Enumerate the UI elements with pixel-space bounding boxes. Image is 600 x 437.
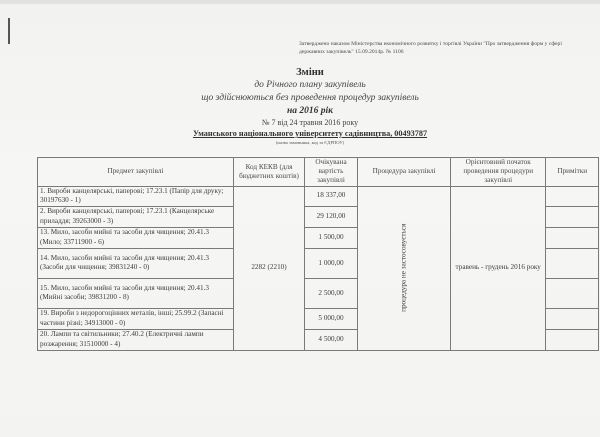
subtitle-line-2: що здійснюються без проведення процедур закупівель [201, 92, 419, 103]
row-item: 19. Вироби з недорогоцінних металів, інші; 25.99.2 (Запасні частини різні; 34913000 - 0) [38, 308, 234, 329]
header-procedure: Процедура закупівлі [358, 158, 451, 187]
approval-note: Затверджено наказом Міністерства економічного розвитку і торгівлі України "Про затвердження форм у сфері державних закупівель" 15.09.2014р. № 1106 [299, 41, 562, 55]
table-row [38, 186, 599, 206]
row-notes [546, 278, 599, 308]
row-cost: 5 000,00 [305, 308, 358, 329]
binding-mark [8, 18, 10, 44]
start-period: травень - грудень 2016 року [451, 186, 546, 350]
table-header-row [38, 158, 599, 187]
row-item: 14. Мило, засоби мийні та засоби для чищення; 20.41.3 (Засоби для чищення; 39831240 - 0) [38, 248, 234, 278]
procedure-cell [358, 186, 451, 350]
header-subject: Предмет закупівлі [38, 158, 234, 187]
row-item: 2. Вироби канцелярські, паперові; 17.23.1 (Канцелярське приладдя; 39263000 - 3) [38, 206, 234, 227]
row-cost: 29 120,00 [305, 206, 358, 227]
row-item: 13. Мило, засоби мийні та засоби для чищення; 20.41.3 (Мило; 33711900 - 6) [38, 227, 234, 248]
procedure-text: процедура не застосовується [399, 224, 408, 313]
year-line: на 2016 рік [287, 105, 333, 116]
row-notes [546, 206, 599, 227]
row-notes [546, 248, 599, 278]
row-cost: 4 500,00 [305, 329, 358, 350]
kekv-code: 2282 (2210) [234, 186, 305, 350]
organization-name: Уманського національного університету садівництва, 00493787 [192, 129, 428, 138]
header-start: Орієнтовний початок проведення процедури закупівлі [451, 158, 546, 187]
row-cost: 1 000,00 [305, 248, 358, 278]
row-notes [546, 186, 599, 206]
header-cost: Очікувана вартість закупівлі [305, 158, 358, 187]
row-cost: 18 337,00 [305, 186, 358, 206]
document-title: Зміни [296, 67, 324, 78]
organization-caption: (назва замовника, код за ЄДРПОУ) [275, 140, 345, 145]
number-date: № 7 від 24 травня 2016 року [261, 118, 359, 127]
scan-top-edge [0, 0, 600, 4]
row-notes [546, 329, 599, 350]
row-item: 20. Лампи та світильники; 27.40.2 (Електричні лампи розжарення; 31510000 - 4) [38, 329, 234, 350]
row-notes [546, 227, 599, 248]
title-block [180, 66, 440, 146]
row-cost: 1 500,00 [305, 227, 358, 248]
row-item: 15. Мило, засоби мийні та засоби для чищення; 20.41.3 (Мийні засоби; 39831200 - 8) [38, 278, 234, 308]
subtitle-line-1: до Річного плану закупівель [254, 80, 366, 90]
header-notes: Примітки [546, 158, 599, 187]
procurement-table [37, 157, 599, 351]
row-item: 1. Вироби канцелярські, паперові; 17.23.1 (Папір для друку; 30197630 - 1) [38, 186, 234, 206]
header-kekv: Код КЕКВ (для бюджетних коштів) [234, 158, 305, 187]
row-cost: 2 500,00 [305, 278, 358, 308]
row-notes [546, 308, 599, 329]
